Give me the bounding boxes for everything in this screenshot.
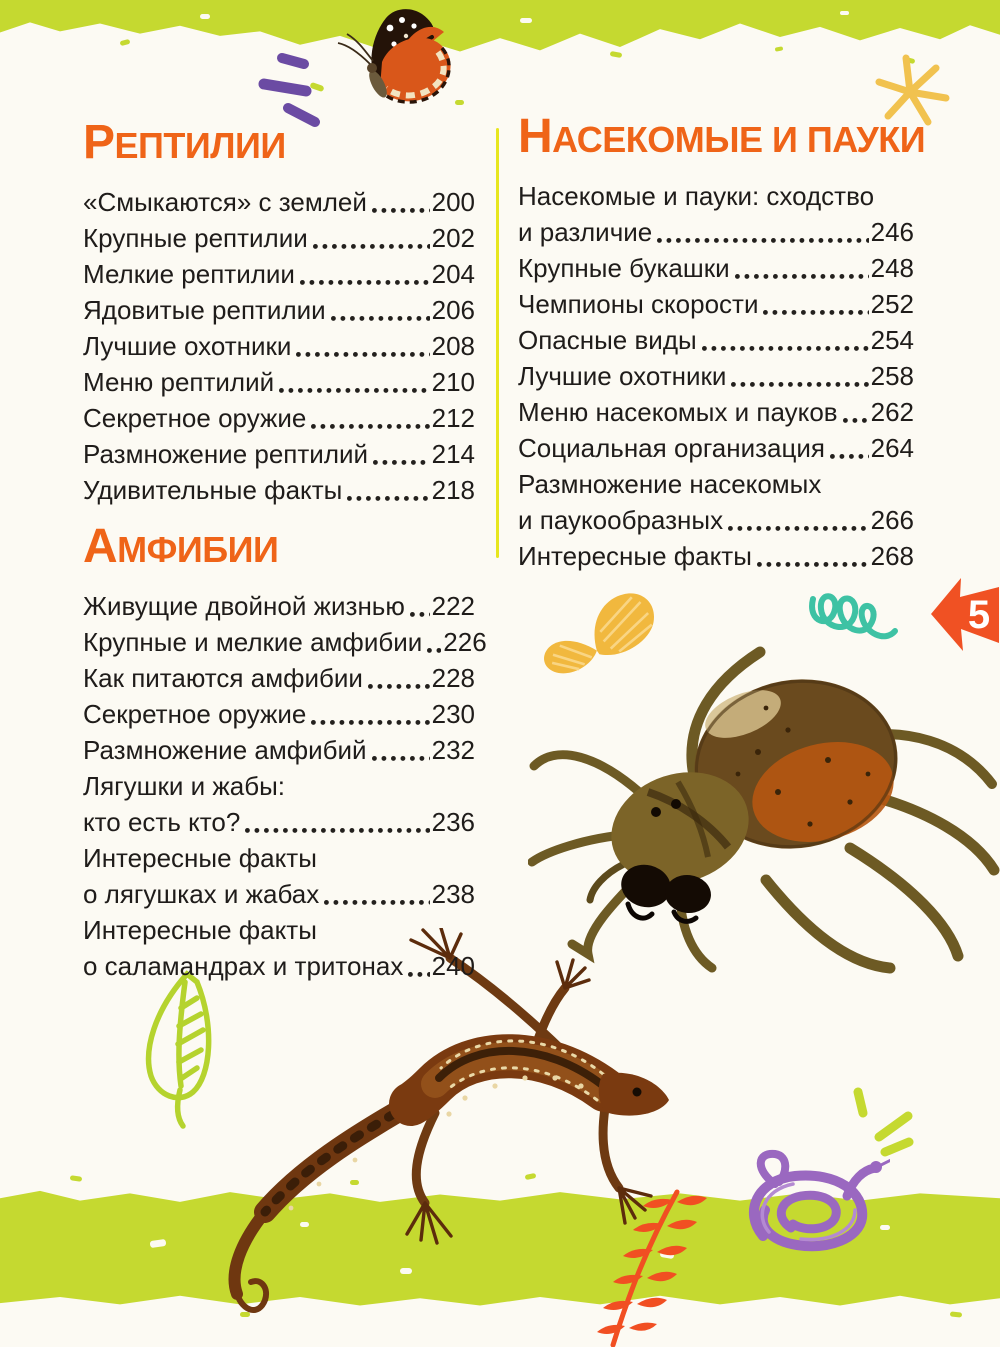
toc-entry-line xyxy=(83,912,475,948)
toc-entry-text: Меню насекомых и пауков xyxy=(518,397,838,427)
toc-entry-text: Интересные факты xyxy=(83,915,317,945)
toc-entry xyxy=(518,250,914,286)
toc-entry xyxy=(83,840,475,912)
dot-leader xyxy=(372,208,430,213)
dot-leader xyxy=(731,382,868,387)
dot-leader xyxy=(245,828,429,833)
toc-entry-line xyxy=(83,840,475,876)
toc-entry-line xyxy=(83,696,475,732)
toc-left-column xyxy=(83,116,487,984)
toc-entry-page: 248 xyxy=(870,253,914,283)
toc-entry-text: и различие xyxy=(518,217,653,247)
toc-entry-line xyxy=(83,948,475,984)
toc-entry xyxy=(83,588,475,624)
toc-entry-page: 238 xyxy=(431,879,475,909)
toc-entry xyxy=(83,696,475,732)
top-border-band xyxy=(0,0,1000,56)
section-insects-spiders xyxy=(518,110,926,574)
toc-entry-line xyxy=(83,328,475,364)
toc-entry-page: 226 xyxy=(443,627,487,657)
toc-entry-line xyxy=(83,364,475,400)
toc-entry xyxy=(83,256,475,292)
dot-leader xyxy=(427,648,441,653)
toc-entry-text: Размножение рептилий xyxy=(83,439,369,469)
toc-entry-text: Секретное оружие xyxy=(83,403,307,433)
toc-entry-line xyxy=(518,538,914,574)
section-title: АМФИБИИ xyxy=(83,520,279,573)
toc-entry-page: 258 xyxy=(870,361,914,391)
toc-right-column xyxy=(518,110,926,574)
section-title: НАСЕКОМЫЕ И ПАУКИ xyxy=(518,110,926,163)
toc-entry xyxy=(518,394,914,430)
dot-leader xyxy=(728,526,869,531)
band-fleck xyxy=(610,51,623,58)
butterfly-illustration xyxy=(330,4,460,119)
toc-entry-page: 208 xyxy=(431,331,475,361)
toc-entry-text: Мелкие рептилии xyxy=(83,259,295,289)
band-fleck xyxy=(520,18,532,23)
toc-entry-text: Лягушки и жабы: xyxy=(83,771,286,801)
fern-doodle xyxy=(585,1180,710,1347)
toc-entry-page: 212 xyxy=(431,403,475,433)
band-fleck xyxy=(200,14,210,19)
toc-entry-text: Живущие двойной жизнью xyxy=(83,591,405,621)
toc-entry-line xyxy=(83,292,475,328)
toc-entry-page: 218 xyxy=(431,475,475,505)
toc-entry-page: 210 xyxy=(431,367,475,397)
dot-leader xyxy=(373,460,430,465)
toc-entry-line xyxy=(83,876,475,912)
section-amphibians xyxy=(83,520,487,984)
toc-entry-line xyxy=(83,804,475,840)
toc-entry-page: 202 xyxy=(431,223,475,253)
dot-leader xyxy=(657,238,868,243)
toc-entry-text: Социальная организация xyxy=(518,433,825,463)
toc-entry-line xyxy=(518,394,914,430)
toc-entry-line xyxy=(83,768,475,804)
entries-list xyxy=(83,588,487,984)
toc-entry-line xyxy=(83,256,475,292)
page-tab-arrow xyxy=(925,556,1000,671)
toc-entry-text: Размножение амфибий xyxy=(83,735,367,765)
dot-leader xyxy=(830,454,869,459)
toc-entry-line xyxy=(83,732,475,768)
toc-entry-line xyxy=(518,430,914,466)
dot-leader xyxy=(331,316,430,321)
dot-leader xyxy=(313,244,430,249)
toc-entry xyxy=(83,624,487,660)
toc-entry xyxy=(83,184,475,220)
toc-entry xyxy=(83,436,475,472)
toc-entry-page: 240 xyxy=(431,951,475,981)
dot-leader xyxy=(300,280,430,285)
toc-entry xyxy=(83,220,475,256)
dot-leader xyxy=(757,562,869,567)
toc-entry-line xyxy=(83,220,475,256)
toc-entry-text: Интересные факты xyxy=(518,541,752,571)
toc-entry xyxy=(518,322,914,358)
toc-entry-page: 266 xyxy=(870,505,914,535)
toc-entry-text: кто есть кто? xyxy=(83,807,241,837)
toc-entry xyxy=(83,660,475,696)
toc-entry-text: Лучшие охотники xyxy=(518,361,727,391)
toc-entry-page: 246 xyxy=(870,217,914,247)
toc-entry-page: 268 xyxy=(870,541,914,571)
band-fleck xyxy=(120,39,131,46)
toc-entry xyxy=(83,400,475,436)
column-divider xyxy=(496,128,499,558)
toc-entry-line xyxy=(518,322,914,358)
toc-entry-line xyxy=(83,400,475,436)
dot-leader xyxy=(347,496,429,501)
dot-leader xyxy=(408,972,429,977)
toc-entry-line xyxy=(83,588,475,624)
toc-entry xyxy=(518,286,914,322)
toc-entry-page: 252 xyxy=(870,289,914,319)
dot-leader xyxy=(372,756,430,761)
toc-entry xyxy=(83,768,475,840)
dot-leader xyxy=(763,310,868,315)
dot-leader xyxy=(324,900,429,905)
band-fleck xyxy=(950,1311,962,1317)
band-fleck xyxy=(840,11,849,15)
toc-entry-page: 206 xyxy=(431,295,475,325)
toc-entry-text: Как питаются амфибии xyxy=(83,663,363,693)
toc-entry-text: Чемпионы скорости xyxy=(518,289,759,319)
dot-leader xyxy=(296,352,429,357)
toc-entry-text: и паукообразных xyxy=(518,505,724,535)
toc-entry-line xyxy=(83,660,475,696)
dot-leader xyxy=(311,720,429,725)
toc-entry-text: Удивительные факты xyxy=(83,475,343,505)
toc-entry-text: Насекомые и пауки: сходство xyxy=(518,181,875,211)
toc-entry-text: Крупные букашки xyxy=(518,253,730,283)
entries-list xyxy=(518,178,914,574)
toc-entry-text: Опасные виды xyxy=(518,325,697,355)
dot-leader xyxy=(279,388,429,393)
dot-leader xyxy=(735,274,869,279)
toc-entry-line xyxy=(518,286,914,322)
toc-entry-page: 230 xyxy=(431,699,475,729)
toc-entry-page: 254 xyxy=(870,325,914,355)
toc-entry-text: Лучшие охотники xyxy=(83,331,292,361)
toc-entry-line xyxy=(518,502,914,538)
toc-entry-line xyxy=(518,178,914,214)
toc-entry-line xyxy=(518,250,914,286)
toc-entry xyxy=(83,292,475,328)
band-fleck xyxy=(775,46,784,51)
toc-entry-line xyxy=(83,436,475,472)
dot-leader xyxy=(702,346,869,351)
toc-entry-text: о лягушках и жабах xyxy=(83,879,320,909)
dot-leader xyxy=(410,612,430,617)
toc-entry-text: Секретное оружие xyxy=(83,699,307,729)
toc-entry-line xyxy=(83,184,475,220)
toc-entry-line xyxy=(83,624,487,660)
toc-entry-text: Ядовитые рептилии xyxy=(83,295,326,325)
toc-entry-text: Меню рептилий xyxy=(83,367,275,397)
toc-entry-text: Размножение насекомых xyxy=(518,469,822,499)
toc-entry-page: 236 xyxy=(431,807,475,837)
toc-entry-line xyxy=(518,358,914,394)
toc-entry xyxy=(518,178,914,250)
snake-doodle xyxy=(735,1140,890,1262)
toc-entry-page: 200 xyxy=(431,187,475,217)
toc-entry-text: Крупные и мелкие амфибии xyxy=(83,627,423,657)
section-reptiles xyxy=(83,118,475,508)
toc-entry xyxy=(83,732,475,768)
band-fleck xyxy=(70,1175,83,1182)
toc-entry xyxy=(83,472,475,508)
toc-entry-page: 214 xyxy=(431,439,475,469)
dot-leader xyxy=(311,424,429,429)
lime-dashes-doodle xyxy=(845,1085,920,1157)
toc-entry-text: «Смыкаются» с землей xyxy=(83,187,367,217)
toc-entry-page: 204 xyxy=(431,259,475,289)
toc-entry-page: 232 xyxy=(431,735,475,765)
toc-entry-page: 264 xyxy=(870,433,914,463)
toc-entry-text: о саламандрах и тритонах xyxy=(83,951,404,981)
toc-entry xyxy=(83,364,475,400)
toc-entry-page: 228 xyxy=(431,663,475,693)
dot-leader xyxy=(843,418,869,423)
toc-entry-text: Интересные факты xyxy=(83,843,317,873)
toc-entry-text: Крупные рептилии xyxy=(83,223,308,253)
toc-entry xyxy=(83,328,475,364)
toc-entry-line xyxy=(518,214,914,250)
toc-entry-page: 222 xyxy=(431,591,475,621)
entries-list xyxy=(83,184,475,508)
page-number: 5 xyxy=(967,593,991,637)
spider-illustration xyxy=(528,642,1000,974)
dot-leader xyxy=(368,684,430,689)
toc-entry-line xyxy=(83,472,475,508)
toc-entry-line xyxy=(518,466,914,502)
toc-entry-page: 262 xyxy=(870,397,914,427)
toc-entry xyxy=(518,466,914,538)
toc-entry xyxy=(83,912,475,984)
toc-entry xyxy=(518,538,914,574)
section-title: РЕПТИЛИИ xyxy=(83,116,286,169)
toc-entry xyxy=(518,430,914,466)
toc-entry xyxy=(518,358,914,394)
